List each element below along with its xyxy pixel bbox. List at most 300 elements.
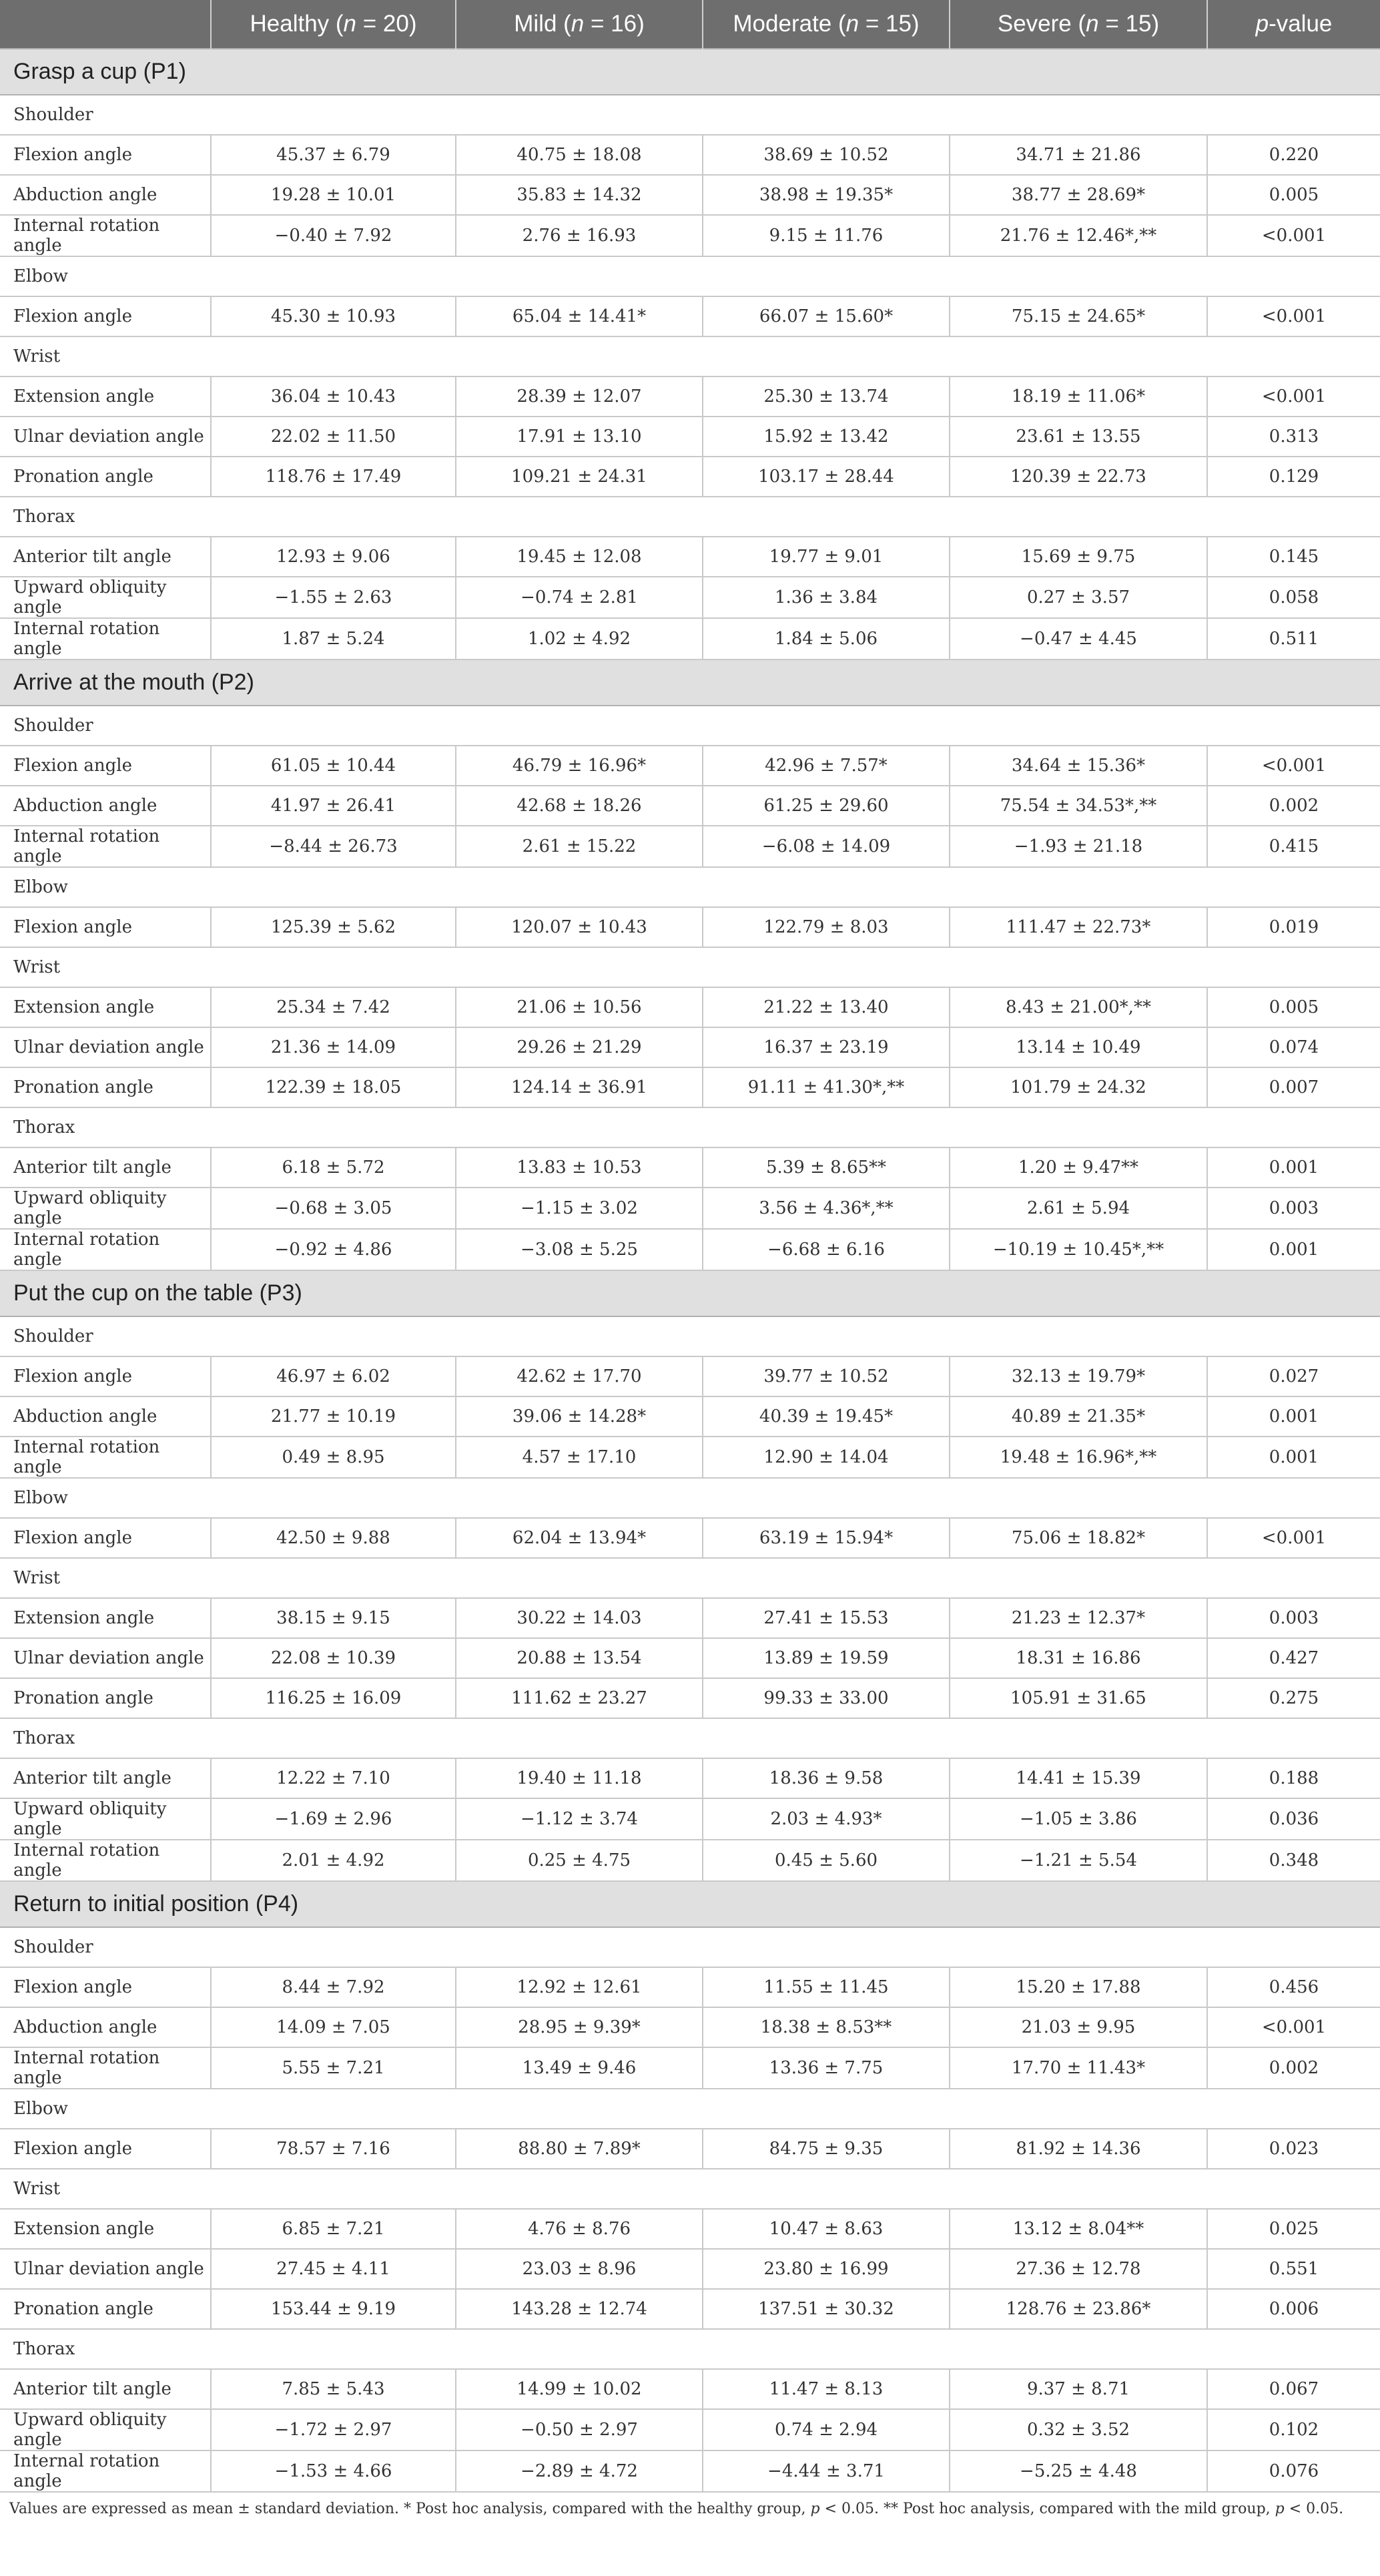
table-row xyxy=(0,1027,1380,1067)
joint-name: Elbow xyxy=(0,867,1380,907)
p-value-cell: 0.007 xyxy=(1207,1067,1380,1107)
row-label: Ulnar deviation angle xyxy=(0,1638,211,1678)
header-healthy xyxy=(211,0,456,49)
mild-value-cell: 46.79 ± 16.96* xyxy=(456,746,703,786)
mild-value-cell: 40.75 ± 18.08 xyxy=(456,135,703,175)
healthy-value-cell: 25.34 ± 7.42 xyxy=(211,987,456,1027)
mild-value-cell: 21.06 ± 10.56 xyxy=(456,987,703,1027)
healthy-value-cell: 22.08 ± 10.39 xyxy=(211,1638,456,1678)
row-label: Anterior tilt angle xyxy=(0,1147,211,1188)
p-value-cell: <0.001 xyxy=(1207,1518,1380,1558)
moderate-value-cell: 0.74 ± 2.94 xyxy=(703,2409,950,2451)
healthy-value-cell: 116.25 ± 16.09 xyxy=(211,1678,456,1718)
joint-name: Thorax xyxy=(0,2329,1380,2369)
table-row xyxy=(0,376,1380,417)
mild-value-cell: −3.08 ± 5.25 xyxy=(456,1229,703,1270)
moderate-value-cell: 61.25 ± 29.60 xyxy=(703,786,950,826)
severe-value-cell: 128.76 ± 23.86* xyxy=(950,2289,1207,2329)
table-row xyxy=(0,2209,1380,2249)
healthy-value-cell: 45.30 ± 10.93 xyxy=(211,296,456,336)
phase-title: Return to initial position (P4) xyxy=(0,1881,1380,1927)
severe-value-cell: −5.25 ± 4.48 xyxy=(950,2451,1207,2492)
mild-value-cell: 2.76 ± 16.93 xyxy=(456,215,703,256)
p-value-cell: 0.415 xyxy=(1207,826,1380,867)
table-row xyxy=(0,1598,1380,1638)
row-label: Upward obliquity angle xyxy=(0,1188,211,1229)
phase-title: Arrive at the mouth (P2) xyxy=(0,660,1380,706)
footnote-p-symbol: p xyxy=(1275,2501,1285,2517)
p-value-cell: 0.005 xyxy=(1207,175,1380,215)
table-row xyxy=(0,1678,1380,1718)
moderate-value-cell: 11.47 ± 8.13 xyxy=(703,2369,950,2409)
healthy-value-cell: 42.50 ± 9.88 xyxy=(211,1518,456,1558)
p-value-cell: 0.220 xyxy=(1207,135,1380,175)
row-label: Flexion angle xyxy=(0,2129,211,2169)
table-body xyxy=(0,49,1380,2492)
healthy-value-cell: 14.09 ± 7.05 xyxy=(211,2007,456,2047)
mild-value-cell: 111.62 ± 23.27 xyxy=(456,1678,703,1718)
row-label: Pronation angle xyxy=(0,1678,211,1718)
p-value-cell: 0.275 xyxy=(1207,1678,1380,1718)
severe-value-cell: 18.31 ± 16.86 xyxy=(950,1638,1207,1678)
healthy-value-cell: −8.44 ± 26.73 xyxy=(211,826,456,867)
healthy-value-cell: 38.15 ± 9.15 xyxy=(211,1598,456,1638)
row-label: Internal rotation angle xyxy=(0,1840,211,1881)
row-label: Internal rotation angle xyxy=(0,2451,211,2492)
header-italic: n xyxy=(845,11,859,37)
moderate-value-cell: 10.47 ± 8.63 xyxy=(703,2209,950,2249)
phase-section-row xyxy=(0,1270,1380,1316)
table-row xyxy=(0,2249,1380,2289)
table-row xyxy=(0,618,1380,660)
p-value-cell: 0.025 xyxy=(1207,2209,1380,2249)
joint-name: Shoulder xyxy=(0,1316,1380,1356)
moderate-value-cell: −4.44 ± 3.71 xyxy=(703,2451,950,2492)
severe-value-cell: 34.71 ± 21.86 xyxy=(950,135,1207,175)
table-row xyxy=(0,1229,1380,1270)
header-moderate xyxy=(703,0,950,49)
moderate-value-cell: 15.92 ± 13.42 xyxy=(703,417,950,457)
table-row xyxy=(0,2047,1380,2089)
severe-value-cell: 18.19 ± 11.06* xyxy=(950,376,1207,417)
healthy-value-cell: 41.97 ± 26.41 xyxy=(211,786,456,826)
moderate-value-cell: 66.07 ± 15.60* xyxy=(703,296,950,336)
p-value-cell: 0.006 xyxy=(1207,2289,1380,2329)
table-row xyxy=(0,1188,1380,1229)
p-value-cell: 0.427 xyxy=(1207,1638,1380,1678)
healthy-value-cell: 5.55 ± 7.21 xyxy=(211,2047,456,2089)
table-row xyxy=(0,2289,1380,2329)
table-row xyxy=(0,296,1380,336)
mild-value-cell: 13.49 ± 9.46 xyxy=(456,2047,703,2089)
row-label: Internal rotation angle xyxy=(0,826,211,867)
phase-title: Grasp a cup (P1) xyxy=(0,49,1380,95)
joint-group-row xyxy=(0,867,1380,907)
table-row xyxy=(0,826,1380,867)
row-label: Extension angle xyxy=(0,2209,211,2249)
severe-value-cell: 101.79 ± 24.32 xyxy=(950,1067,1207,1107)
row-label: Flexion angle xyxy=(0,746,211,786)
p-value-cell: 0.102 xyxy=(1207,2409,1380,2451)
p-value-cell: 0.348 xyxy=(1207,1840,1380,1881)
row-label: Internal rotation angle xyxy=(0,618,211,660)
row-label: Ulnar deviation angle xyxy=(0,417,211,457)
table-row xyxy=(0,1840,1380,1881)
moderate-value-cell: 9.15 ± 11.76 xyxy=(703,215,950,256)
table-row xyxy=(0,2007,1380,2047)
healthy-value-cell: 12.93 ± 9.06 xyxy=(211,537,456,577)
table-row xyxy=(0,417,1380,457)
table-row xyxy=(0,1798,1380,1840)
severe-value-cell: 38.77 ± 28.69* xyxy=(950,175,1207,215)
mild-value-cell: 39.06 ± 14.28* xyxy=(456,1396,703,1437)
moderate-value-cell: 16.37 ± 23.19 xyxy=(703,1027,950,1067)
joint-name: Wrist xyxy=(0,1558,1380,1598)
healthy-value-cell: 21.77 ± 10.19 xyxy=(211,1396,456,1437)
row-label: Flexion angle xyxy=(0,1967,211,2007)
mild-value-cell: 13.83 ± 10.53 xyxy=(456,1147,703,1188)
moderate-value-cell: 25.30 ± 13.74 xyxy=(703,376,950,417)
mild-value-cell: 20.88 ± 13.54 xyxy=(456,1638,703,1678)
joint-group-row xyxy=(0,1558,1380,1598)
header-mild xyxy=(456,0,703,49)
healthy-value-cell: −0.92 ± 4.86 xyxy=(211,1229,456,1270)
p-value-cell: 0.023 xyxy=(1207,2129,1380,2169)
header-italic: n xyxy=(343,11,357,37)
row-label: Internal rotation angle xyxy=(0,2047,211,2089)
joint-name: Elbow xyxy=(0,256,1380,296)
table-header xyxy=(0,0,1380,49)
severe-value-cell: 21.03 ± 9.95 xyxy=(950,2007,1207,2047)
mild-value-cell: 35.83 ± 14.32 xyxy=(456,175,703,215)
mild-value-cell: 124.14 ± 36.91 xyxy=(456,1067,703,1107)
mild-value-cell: −1.12 ± 3.74 xyxy=(456,1798,703,1840)
severe-value-cell: 0.27 ± 3.57 xyxy=(950,577,1207,618)
header-blank xyxy=(0,0,211,49)
p-value-cell: 0.511 xyxy=(1207,618,1380,660)
row-label: Anterior tilt angle xyxy=(0,1758,211,1798)
mild-value-cell: 62.04 ± 13.94* xyxy=(456,1518,703,1558)
joint-group-row xyxy=(0,497,1380,537)
mild-value-cell: 65.04 ± 14.41* xyxy=(456,296,703,336)
severe-value-cell: 32.13 ± 19.79* xyxy=(950,1356,1207,1396)
table-footnote xyxy=(0,2493,1380,2517)
moderate-value-cell: 12.90 ± 14.04 xyxy=(703,1437,950,1478)
moderate-value-cell: 122.79 ± 8.03 xyxy=(703,907,950,947)
table-row xyxy=(0,1638,1380,1678)
joint-name: Wrist xyxy=(0,2169,1380,2209)
moderate-value-cell: 18.38 ± 8.53** xyxy=(703,2007,950,2047)
joint-name: Thorax xyxy=(0,1107,1380,1147)
p-value-cell: 0.001 xyxy=(1207,1229,1380,1270)
healthy-value-cell: 7.85 ± 5.43 xyxy=(211,2369,456,2409)
healthy-value-cell: 2.01 ± 4.92 xyxy=(211,1840,456,1881)
table-row xyxy=(0,175,1380,215)
severe-value-cell: −1.05 ± 3.86 xyxy=(950,1798,1207,1840)
severe-value-cell: 105.91 ± 31.65 xyxy=(950,1678,1207,1718)
footnote-text: Values are expressed as mean ± standard deviation. * Post hoc analysis, compared with the healthy group, xyxy=(9,2501,811,2517)
severe-value-cell: 75.06 ± 18.82* xyxy=(950,1518,1207,1558)
p-value-cell: <0.001 xyxy=(1207,746,1380,786)
severe-value-cell: 21.23 ± 12.37* xyxy=(950,1598,1207,1638)
joint-group-row xyxy=(0,256,1380,296)
joint-name: Shoulder xyxy=(0,1927,1380,1967)
footnote-text: < 0.05. xyxy=(1284,2501,1344,2517)
table-row xyxy=(0,1147,1380,1188)
severe-value-cell: 27.36 ± 12.78 xyxy=(950,2249,1207,2289)
moderate-value-cell: 13.36 ± 7.75 xyxy=(703,2047,950,2089)
row-label: Abduction angle xyxy=(0,2007,211,2047)
moderate-value-cell: 27.41 ± 15.53 xyxy=(703,1598,950,1638)
row-label: Pronation angle xyxy=(0,457,211,497)
p-value-cell: 0.001 xyxy=(1207,1396,1380,1437)
row-label: Flexion angle xyxy=(0,1518,211,1558)
healthy-value-cell: 21.36 ± 14.09 xyxy=(211,1027,456,1067)
joint-group-row xyxy=(0,336,1380,376)
healthy-value-cell: 8.44 ± 7.92 xyxy=(211,1967,456,2007)
joint-group-row xyxy=(0,706,1380,746)
table-row xyxy=(0,2409,1380,2451)
table-row xyxy=(0,2129,1380,2169)
healthy-value-cell: 6.18 ± 5.72 xyxy=(211,1147,456,1188)
joint-name: Elbow xyxy=(0,1478,1380,1518)
p-value-cell: 0.003 xyxy=(1207,1598,1380,1638)
severe-value-cell: 15.20 ± 17.88 xyxy=(950,1967,1207,2007)
row-label: Flexion angle xyxy=(0,907,211,947)
severe-value-cell: 75.15 ± 24.65* xyxy=(950,296,1207,336)
severe-value-cell: 1.20 ± 9.47** xyxy=(950,1147,1207,1188)
mild-value-cell: 19.40 ± 11.18 xyxy=(456,1758,703,1798)
severe-value-cell: 23.61 ± 13.55 xyxy=(950,417,1207,457)
p-value-cell: 0.456 xyxy=(1207,1967,1380,2007)
healthy-value-cell: 78.57 ± 7.16 xyxy=(211,2129,456,2169)
p-value-cell: 0.145 xyxy=(1207,537,1380,577)
severe-value-cell: −1.93 ± 21.18 xyxy=(950,826,1207,867)
table-row xyxy=(0,2451,1380,2492)
mild-value-cell: −0.74 ± 2.81 xyxy=(456,577,703,618)
moderate-value-cell: −6.68 ± 6.16 xyxy=(703,1229,950,1270)
severe-value-cell: 111.47 ± 22.73* xyxy=(950,907,1207,947)
table-row xyxy=(0,1518,1380,1558)
healthy-value-cell: 6.85 ± 7.21 xyxy=(211,2209,456,2249)
table-row xyxy=(0,457,1380,497)
moderate-value-cell: 40.39 ± 19.45* xyxy=(703,1396,950,1437)
mild-value-cell: 30.22 ± 14.03 xyxy=(456,1598,703,1638)
moderate-value-cell: 13.89 ± 19.59 xyxy=(703,1638,950,1678)
mild-value-cell: 19.45 ± 12.08 xyxy=(456,537,703,577)
healthy-value-cell: 118.76 ± 17.49 xyxy=(211,457,456,497)
healthy-value-cell: 46.97 ± 6.02 xyxy=(211,1356,456,1396)
row-label: Abduction angle xyxy=(0,1396,211,1437)
mild-value-cell: 14.99 ± 10.02 xyxy=(456,2369,703,2409)
p-value-cell: 0.002 xyxy=(1207,786,1380,826)
moderate-value-cell: 18.36 ± 9.58 xyxy=(703,1758,950,1798)
joint-group-row xyxy=(0,1718,1380,1758)
p-value-cell: 0.129 xyxy=(1207,457,1380,497)
joint-group-row xyxy=(0,2089,1380,2129)
p-value-cell: <0.001 xyxy=(1207,376,1380,417)
row-label: Abduction angle xyxy=(0,175,211,215)
moderate-value-cell: 19.77 ± 9.01 xyxy=(703,537,950,577)
healthy-value-cell: −1.69 ± 2.96 xyxy=(211,1798,456,1840)
healthy-value-cell: −0.40 ± 7.92 xyxy=(211,215,456,256)
table-row xyxy=(0,1758,1380,1798)
healthy-value-cell: −1.53 ± 4.66 xyxy=(211,2451,456,2492)
moderate-value-cell: 42.96 ± 7.57* xyxy=(703,746,950,786)
footnote-text: < 0.05. ** Post hoc analysis, compared with the mild group, xyxy=(819,2501,1275,2517)
severe-value-cell: −0.47 ± 4.45 xyxy=(950,618,1207,660)
header-text: = 15) xyxy=(859,11,920,37)
moderate-value-cell: 23.80 ± 16.99 xyxy=(703,2249,950,2289)
row-label: Internal rotation angle xyxy=(0,1229,211,1270)
p-value-cell: 0.002 xyxy=(1207,2047,1380,2089)
healthy-value-cell: 36.04 ± 10.43 xyxy=(211,376,456,417)
mild-value-cell: 28.39 ± 12.07 xyxy=(456,376,703,417)
table-row xyxy=(0,1967,1380,2007)
p-value-cell: <0.001 xyxy=(1207,2007,1380,2047)
mild-value-cell: 0.25 ± 4.75 xyxy=(456,1840,703,1881)
joint-group-row xyxy=(0,2329,1380,2369)
severe-value-cell: 13.12 ± 8.04** xyxy=(950,2209,1207,2249)
healthy-value-cell: 61.05 ± 10.44 xyxy=(211,746,456,786)
header-text: -value xyxy=(1269,11,1333,37)
p-value-cell: 0.074 xyxy=(1207,1027,1380,1067)
header-p-value xyxy=(1207,0,1380,49)
healthy-value-cell: 27.45 ± 4.11 xyxy=(211,2249,456,2289)
p-value-cell: 0.188 xyxy=(1207,1758,1380,1798)
severe-value-cell: 81.92 ± 14.36 xyxy=(950,2129,1207,2169)
severe-value-cell: −1.21 ± 5.54 xyxy=(950,1840,1207,1881)
row-label: Upward obliquity angle xyxy=(0,2409,211,2451)
p-value-cell: 0.313 xyxy=(1207,417,1380,457)
row-label: Extension angle xyxy=(0,1598,211,1638)
header-severe xyxy=(950,0,1207,49)
row-label: Flexion angle xyxy=(0,135,211,175)
mild-value-cell: 143.28 ± 12.74 xyxy=(456,2289,703,2329)
healthy-value-cell: 0.49 ± 8.95 xyxy=(211,1437,456,1478)
p-value-cell: 0.003 xyxy=(1207,1188,1380,1229)
moderate-value-cell: 0.45 ± 5.60 xyxy=(703,1840,950,1881)
mild-value-cell: 17.91 ± 13.10 xyxy=(456,417,703,457)
severe-value-cell: 9.37 ± 8.71 xyxy=(950,2369,1207,2409)
severe-value-cell: 8.43 ± 21.00*,** xyxy=(950,987,1207,1027)
healthy-value-cell: −0.68 ± 3.05 xyxy=(211,1188,456,1229)
severe-value-cell: 120.39 ± 22.73 xyxy=(950,457,1207,497)
p-value-cell: 0.001 xyxy=(1207,1437,1380,1478)
joint-name: Shoulder xyxy=(0,95,1380,135)
healthy-value-cell: −1.72 ± 2.97 xyxy=(211,2409,456,2451)
moderate-value-cell: 2.03 ± 4.93* xyxy=(703,1798,950,1840)
table-row xyxy=(0,577,1380,618)
row-label: Anterior tilt angle xyxy=(0,2369,211,2409)
row-label: Upward obliquity angle xyxy=(0,577,211,618)
row-label: Upward obliquity angle xyxy=(0,1798,211,1840)
mild-value-cell: 28.95 ± 9.39* xyxy=(456,2007,703,2047)
severe-value-cell: 19.48 ± 16.96*,** xyxy=(950,1437,1207,1478)
row-label: Pronation angle xyxy=(0,1067,211,1107)
severe-value-cell: 21.76 ± 12.46*,** xyxy=(950,215,1207,256)
p-value-cell: 0.027 xyxy=(1207,1356,1380,1396)
moderate-value-cell: 91.11 ± 41.30*,** xyxy=(703,1067,950,1107)
mild-value-cell: −1.15 ± 3.02 xyxy=(456,1188,703,1229)
moderate-value-cell: 3.56 ± 4.36*,** xyxy=(703,1188,950,1229)
severe-value-cell: 75.54 ± 34.53*,** xyxy=(950,786,1207,826)
moderate-value-cell: 38.69 ± 10.52 xyxy=(703,135,950,175)
mild-value-cell: 2.61 ± 15.22 xyxy=(456,826,703,867)
row-label: Flexion angle xyxy=(0,296,211,336)
header-text: = 20) xyxy=(356,11,417,37)
header-text: Mild ( xyxy=(514,11,571,37)
joint-group-row xyxy=(0,95,1380,135)
severe-value-cell: 34.64 ± 15.36* xyxy=(950,746,1207,786)
table-row xyxy=(0,786,1380,826)
healthy-value-cell: 125.39 ± 5.62 xyxy=(211,907,456,947)
joint-name: Wrist xyxy=(0,947,1380,987)
table-row xyxy=(0,907,1380,947)
p-value-cell: <0.001 xyxy=(1207,296,1380,336)
moderate-value-cell: −6.08 ± 14.09 xyxy=(703,826,950,867)
healthy-value-cell: 153.44 ± 9.19 xyxy=(211,2289,456,2329)
severe-value-cell: 13.14 ± 10.49 xyxy=(950,1027,1207,1067)
row-label: Extension angle xyxy=(0,376,211,417)
p-value-cell: 0.076 xyxy=(1207,2451,1380,2492)
mild-value-cell: 109.21 ± 24.31 xyxy=(456,457,703,497)
header-italic: p xyxy=(1255,11,1269,37)
severe-value-cell: 17.70 ± 11.43* xyxy=(950,2047,1207,2089)
moderate-value-cell: 103.17 ± 28.44 xyxy=(703,457,950,497)
table-row xyxy=(0,537,1380,577)
severe-value-cell: 15.69 ± 9.75 xyxy=(950,537,1207,577)
phase-section-row xyxy=(0,1881,1380,1927)
moderate-value-cell: 99.33 ± 33.00 xyxy=(703,1678,950,1718)
mild-value-cell: −2.89 ± 4.72 xyxy=(456,2451,703,2492)
severe-value-cell: 2.61 ± 5.94 xyxy=(950,1188,1207,1229)
header-text: = 15) xyxy=(1098,11,1160,37)
mild-value-cell: 4.76 ± 8.76 xyxy=(456,2209,703,2249)
p-value-cell: 0.058 xyxy=(1207,577,1380,618)
joint-group-row xyxy=(0,2169,1380,2209)
severe-value-cell: 0.32 ± 3.52 xyxy=(950,2409,1207,2451)
healthy-value-cell: 19.28 ± 10.01 xyxy=(211,175,456,215)
header-text: = 16) xyxy=(584,11,645,37)
joint-group-row xyxy=(0,1316,1380,1356)
row-label: Internal rotation angle xyxy=(0,1437,211,1478)
table-row xyxy=(0,215,1380,256)
table-row xyxy=(0,1356,1380,1396)
header-row xyxy=(0,0,1380,49)
healthy-value-cell: 122.39 ± 18.05 xyxy=(211,1067,456,1107)
header-text: Moderate ( xyxy=(733,11,846,37)
moderate-value-cell: 21.22 ± 13.40 xyxy=(703,987,950,1027)
joint-group-row xyxy=(0,1107,1380,1147)
mild-value-cell: 42.62 ± 17.70 xyxy=(456,1356,703,1396)
row-label: Abduction angle xyxy=(0,786,211,826)
mild-value-cell: 4.57 ± 17.10 xyxy=(456,1437,703,1478)
moderate-value-cell: 1.36 ± 3.84 xyxy=(703,577,950,618)
table-row xyxy=(0,2369,1380,2409)
moderate-value-cell: 84.75 ± 9.35 xyxy=(703,2129,950,2169)
mild-value-cell: 42.68 ± 18.26 xyxy=(456,786,703,826)
joint-name: Shoulder xyxy=(0,706,1380,746)
mild-value-cell: −0.50 ± 2.97 xyxy=(456,2409,703,2451)
moderate-value-cell: 1.84 ± 5.06 xyxy=(703,618,950,660)
p-value-cell: 0.005 xyxy=(1207,987,1380,1027)
moderate-value-cell: 11.55 ± 11.45 xyxy=(703,1967,950,2007)
moderate-value-cell: 63.19 ± 15.94* xyxy=(703,1518,950,1558)
joint-group-row xyxy=(0,947,1380,987)
p-value-cell: 0.551 xyxy=(1207,2249,1380,2289)
p-value-cell: 0.036 xyxy=(1207,1798,1380,1840)
